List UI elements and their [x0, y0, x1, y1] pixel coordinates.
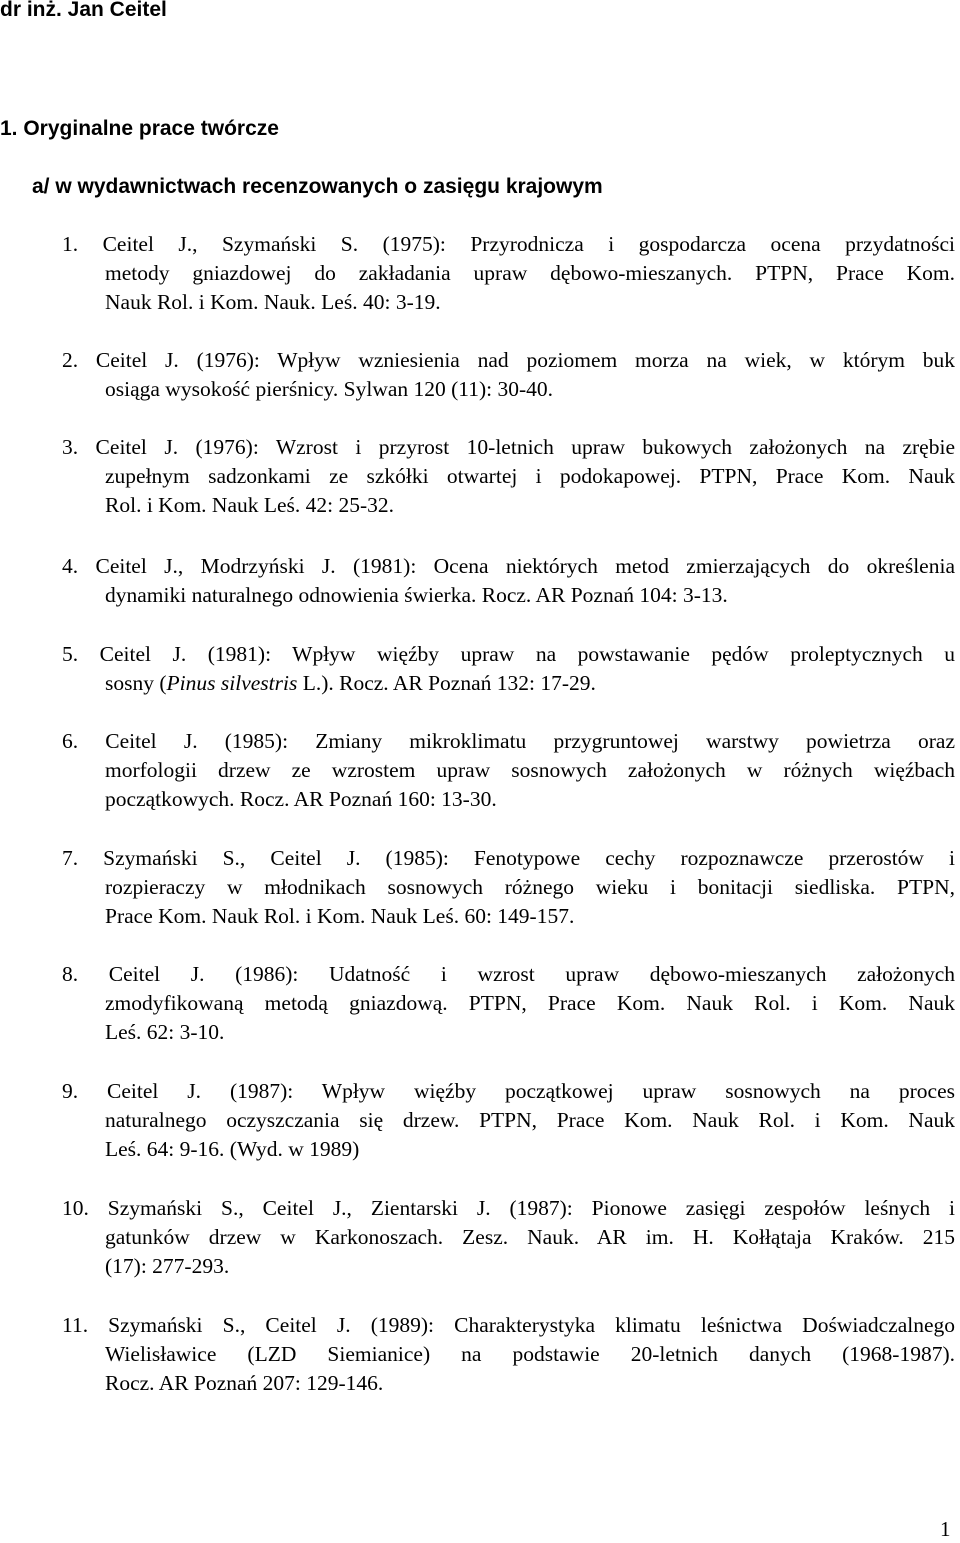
entry-line: morfologii drzew ze wzrostem upraw sosnowych założonych w różnych więźbach [105, 758, 955, 782]
entry-line: 4. Ceitel J., Modrzyński J. (1981): Ocena niektórych metod zmierzających do określenia [62, 554, 955, 578]
entry-line: Leś. 62: 3-10. [105, 1020, 225, 1044]
entry-line-with-species [62, 669, 955, 698]
entry-line: dynamiki naturalnego odnowienia świerka. Rocz. AR Poznań 104: 3-13. [105, 583, 728, 607]
entry-line: 7. Szymański S., Ceitel J. (1985): Fenotypowe cechy rozpoznawcze przerostów i [62, 846, 955, 870]
subsection-title: a/ w wydawnictwach recenzowanych o zasięgu krajowym [32, 175, 603, 198]
entry-line: osiąga wysokość pierśnicy. Sylwan 120 (11): 30-40. [105, 377, 554, 401]
entry-line: Leś. 64: 9-16. (Wyd. w 1989) [105, 1137, 360, 1161]
species-name: Pinus silvestris [166, 671, 298, 695]
section-title: 1. Oryginalne prace twórcze [0, 117, 279, 140]
publication-entry-5 [62, 640, 955, 698]
entry-line: zupełnym sadzonkami ze szkółki otwartej i podokapowej. PTPN, Prace Kom. Nauk [105, 464, 955, 488]
entry-line: naturalnego oczyszczania się drzew. PTPN, Prace Kom. Nauk Rol. i Kom. Nauk [105, 1108, 955, 1132]
entry-line: rozpieraczy w młodnikach sosnowych różnego wieku i bonitacji siedliska. PTPN, [105, 875, 955, 899]
entry-text: L.). Rocz. AR Poznań 132: 17-29. [297, 671, 596, 695]
entry-line: 11. Szymański S., Ceitel J. (1989): Charakterystyka klimatu leśnictwa Doświadczalnego [62, 1313, 955, 1337]
author-name: dr inż. Jan Ceitel [0, 0, 167, 21]
entry-line: początkowych. Rocz. AR Poznań 160: 13-30. [105, 787, 497, 811]
publication-entry-1 [62, 230, 955, 317]
publication-entry-7 [62, 844, 955, 931]
entry-line: 9. Ceitel J. (1987): Wpływ więźby początkowej upraw sosnowych na proces [62, 1079, 955, 1103]
publication-entry-11 [62, 1311, 955, 1398]
entry-line: Rol. i Kom. Nauk Leś. 42: 25-32. [105, 493, 395, 517]
entry-line: 1. Ceitel J., Szymański S. (1975): Przyrodnicza i gospodarcza ocena przydatności [62, 232, 955, 256]
entry-text: sosny ( [105, 671, 167, 695]
entry-line: Nauk Rol. i Kom. Nauk. Leś. 40: 3-19. [105, 290, 441, 314]
entry-line: 3. Ceitel J. (1976): Wzrost i przyrost 10-letnich upraw bukowych założonych na zrębie [62, 435, 955, 459]
page-number: 1 [940, 1517, 951, 1541]
entry-line: zmodyfikowaną metodą gniazdową. PTPN, Prace Kom. Nauk Rol. i Kom. Nauk [105, 991, 955, 1015]
publication-entry-6 [62, 727, 955, 814]
entry-line: 10. Szymański S., Ceitel J., Zientarski J. (1987): Pionowe zasięgi zespołów leśnych i [62, 1196, 955, 1220]
entry-line: gatunków drzew w Karkonoszach. Zesz. Nauk. AR im. H. Kołłątaja Kraków. 215 [105, 1225, 955, 1249]
entry-line: (17): 277-293. [105, 1254, 230, 1278]
entry-line: Wielisławice (LZD Siemianice) na podstawie 20-letnich danych (1968-1987). [105, 1342, 955, 1366]
entry-line: 6. Ceitel J. (1985): Zmiany mikroklimatu przygruntowej warstwy powietrza oraz [62, 729, 955, 753]
entry-line: 8. Ceitel J. (1986): Udatność i wzrost upraw dębowo-mieszanych założonych [62, 962, 955, 986]
entry-line: Prace Kom. Nauk Rol. i Kom. Nauk Leś. 60: 149-157. [105, 904, 575, 928]
entry-line: metody gniazdowej do zakładania upraw dębowo-mieszanych. PTPN, Prace Kom. [105, 261, 955, 285]
entry-line: Rocz. AR Poznań 207: 129-146. [105, 1371, 384, 1395]
publication-entry-10 [62, 1194, 955, 1281]
entry-line: 5. Ceitel J. (1981): Wpływ więźby upraw na powstawanie pędów proleptycznych u [62, 642, 955, 666]
entry-line: 2. Ceitel J. (1976): Wpływ wzniesienia nad poziomem morza na wiek, w którym buk [62, 348, 955, 372]
publication-entry-9 [62, 1077, 955, 1164]
publication-entry-3 [62, 433, 955, 520]
publication-entry-8 [62, 960, 955, 1047]
publication-entry-4 [62, 552, 955, 610]
publication-entry-2 [62, 346, 955, 404]
